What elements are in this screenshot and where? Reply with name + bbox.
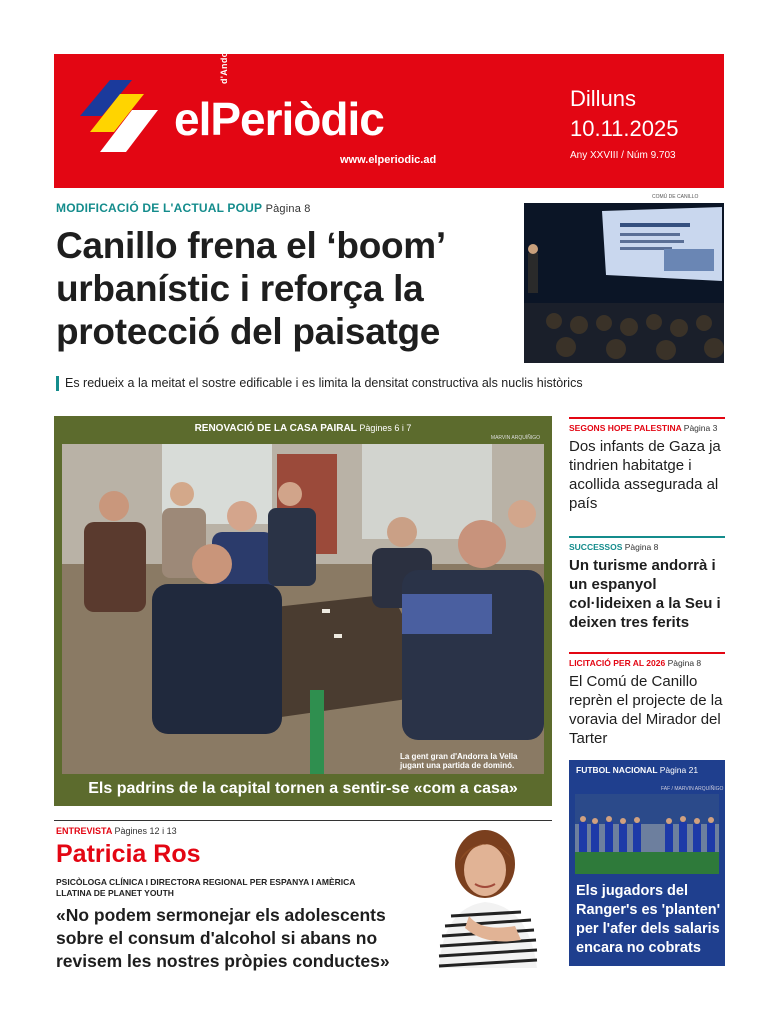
brief-page-ref: Pàgina 8 [667, 658, 702, 668]
brief-3[interactable] [569, 652, 725, 748]
brief-kicker-text: SUCCESSOS [569, 542, 623, 552]
football-photo[interactable] [575, 794, 719, 874]
brief-kicker [569, 423, 725, 433]
brief-rule [569, 536, 725, 538]
football-page-ref: Pàgina 21 [659, 765, 699, 775]
center-headline[interactable]: Els padrins de la capital tornen a sentir-se «com a casa» [88, 780, 518, 797]
center-page-ref: Pàgines 6 i 7 [359, 423, 412, 433]
football-players-illustration [575, 794, 719, 874]
issue-date: 10.11.2025 [570, 116, 679, 141]
lead-headline[interactable]: Canillo frena el ‘boom’ urbanístic i reforça la protecció del paisatge [56, 225, 444, 352]
football-kicker [576, 765, 698, 775]
center-photo-credit: MARVIN ARQUÍÑIGO [490, 435, 540, 441]
lead-photo[interactable] [524, 203, 724, 363]
brief-2[interactable] [569, 536, 725, 632]
lead-page-ref: Pàgina 8 [265, 203, 311, 215]
lead-kicker-text: MODIFICACIÓ DE L'ACTUAL POUP [56, 201, 263, 215]
lead-photo-credit: COMÚ DE CANILLO [652, 194, 699, 200]
brief-page-ref: Pàgina 3 [683, 423, 718, 433]
brief-rule [569, 652, 725, 654]
domino-players-photo[interactable] [62, 444, 544, 774]
brief-text[interactable]: El Comú de Canillo reprèn el projecte de la voravia del Mirador del Tarter [569, 673, 723, 747]
brief-kicker-text: SEGONS HOPE PALESTINA [569, 423, 682, 433]
center-photo-story[interactable] [54, 416, 552, 806]
interview-kicker [56, 826, 177, 836]
interviewee-name[interactable]: Patricia Ros [56, 840, 201, 868]
interviewee-portrait[interactable] [425, 816, 555, 968]
caption-line-2: jugant una partida de dominó. [400, 761, 515, 770]
issue-number: Any XXVIII / Núm 9.703 [570, 150, 676, 161]
brief-kicker [569, 658, 725, 668]
lead-kicker [56, 201, 311, 215]
conference-photo-illustration [524, 203, 724, 363]
brief-kicker [569, 542, 725, 552]
football-kicker-text: FUTBOL NACIONAL [576, 765, 658, 775]
center-photo-caption [400, 752, 517, 770]
brief-text[interactable]: Un turisme andorrà i un espanyol col·lideixen a la Seu i deixen tres ferits [569, 557, 721, 631]
brief-page-ref: Pàgina 8 [624, 542, 659, 552]
brief-text[interactable]: Dos infants de Gaza ja tindrien habitatge i acollida assegurada al país [569, 438, 721, 512]
interview-quote[interactable]: «No podem sermonejar els adolescents sobre el consum d'alcohol si abans no revisem les nostres pròpies conductes» [56, 905, 390, 971]
brief-1[interactable] [569, 417, 725, 513]
newspaper-logo[interactable]: elPeriòdic [174, 93, 384, 145]
masthead [54, 38, 724, 188]
football-photo-credit: FAF / MARVIN ARQUÍÑIGO [661, 786, 724, 792]
interviewee-role: PSICÒLOGA CLÍNICA I DIRECTORA REGIONAL PER ESPANYA I AMÈRICA LLATINA DE PLANET YOUTH [56, 877, 356, 898]
logo-subtitle: d'Andorra [219, 38, 229, 84]
domino-scene-illustration [62, 444, 544, 774]
brief-rule [569, 417, 725, 419]
interview-kicker-text: ENTREVISTA [56, 826, 113, 836]
center-kicker [54, 423, 552, 434]
andorra-flag-logo-icon [80, 80, 162, 160]
lead-subhead: Es redueix a la meitat el sostre edificable i es limita la densitat constructiva als nuclis històrics [56, 376, 726, 391]
football-box[interactable] [569, 760, 725, 966]
portrait-illustration [425, 816, 555, 968]
center-kicker-text: RENOVACIÓ DE LA CASA PAIRAL [194, 423, 357, 434]
interview-page-ref: Pàgines 12 i 13 [114, 826, 177, 836]
football-text[interactable]: Els jugadors del Ranger's es 'planten' per l'afer dels salaris encara no cobrats [576, 883, 721, 956]
issue-day: Dilluns [570, 86, 637, 111]
website-url[interactable]: www.elperiodic.ad [340, 154, 437, 166]
brief-kicker-text: LICITACIÓ PER AL 2026 [569, 658, 666, 668]
caption-line-1: La gent gran d'Andorra la Vella [400, 752, 518, 761]
